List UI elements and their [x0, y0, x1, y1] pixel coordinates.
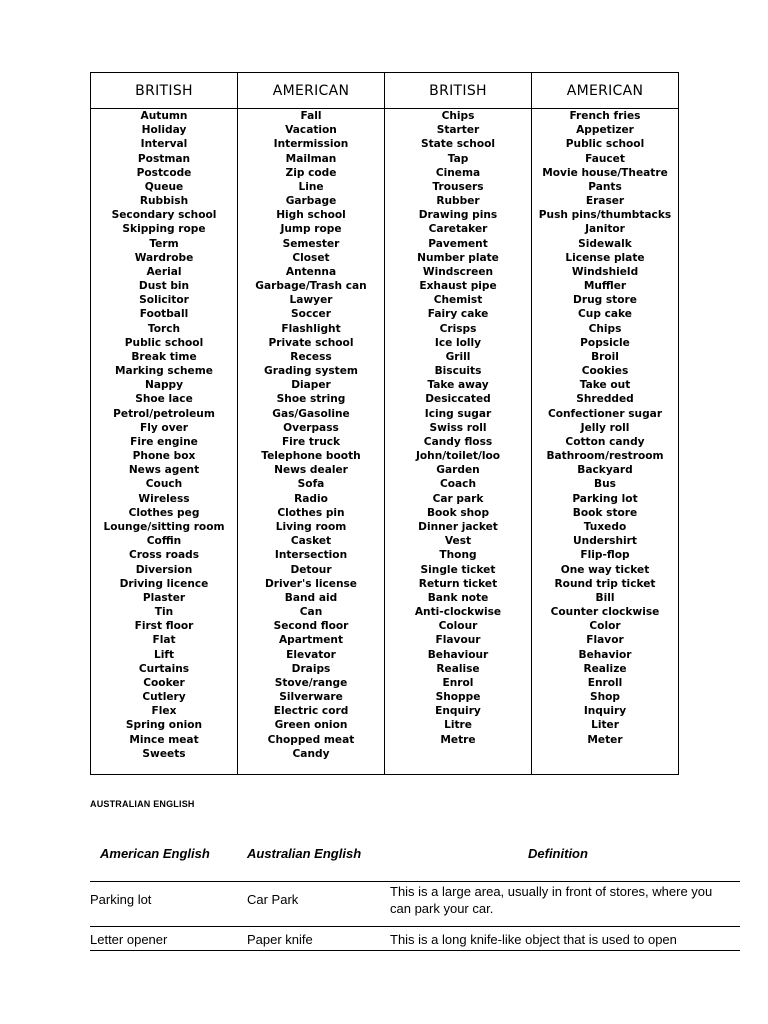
cell-british-1: Spring onion — [91, 718, 238, 732]
cell-american-2: One way ticket — [532, 563, 679, 577]
cell-british-1: Aerial — [91, 265, 238, 279]
cell-american-1: Intermission — [238, 137, 385, 151]
cell-american-2: Undershirt — [532, 534, 679, 548]
aus-row-1-australian: Car Park — [247, 892, 299, 907]
cell-american-2: Liter — [532, 718, 679, 732]
table-row — [91, 208, 679, 222]
cell-british-1: Cross roads — [91, 548, 238, 562]
table-row — [91, 251, 679, 265]
cell-american-2: Tuxedo — [532, 520, 679, 534]
cell-british-1: Rubbish — [91, 194, 238, 208]
cell-american-2 — [532, 747, 679, 775]
cell-american-2: Broil — [532, 350, 679, 364]
cell-american-2: Muffler — [532, 279, 679, 293]
cell-british-2: Grill — [385, 350, 532, 364]
cell-american-1: High school — [238, 208, 385, 222]
table-row — [91, 463, 679, 477]
cell-british-2: Garden — [385, 463, 532, 477]
cell-british-2 — [385, 747, 532, 775]
table-row — [91, 194, 679, 208]
cell-british-1: Flat — [91, 633, 238, 647]
table-header-row — [91, 73, 679, 109]
table-row — [91, 152, 679, 166]
cell-american-2: Pants — [532, 180, 679, 194]
cell-american-1: Telephone booth — [238, 449, 385, 463]
cell-british-1: Clothes peg — [91, 506, 238, 520]
table-row — [91, 747, 679, 775]
cell-american-1: Intersection — [238, 548, 385, 562]
cell-british-2: Book shop — [385, 506, 532, 520]
header-british-2: BRITISH — [385, 73, 532, 109]
cell-american-1: Second floor — [238, 619, 385, 633]
cell-american-2: French fries — [532, 109, 679, 124]
header-american-2: AMERICAN — [532, 73, 679, 109]
cell-british-1: Flex — [91, 704, 238, 718]
table-row — [91, 563, 679, 577]
cell-american-1: Detour — [238, 563, 385, 577]
cell-american-2: Round trip ticket — [532, 577, 679, 591]
cell-british-1: Fire engine — [91, 435, 238, 449]
cell-american-1: Garbage — [238, 194, 385, 208]
aus-row-1-definition: This is a large area, usually in front of stores, where you can park your car. — [390, 884, 713, 916]
cell-american-2: Confectioner sugar — [532, 407, 679, 421]
table-row — [91, 449, 679, 463]
cell-american-1: Lawyer — [238, 293, 385, 307]
cell-american-1: Electric cord — [238, 704, 385, 718]
cell-british-1: Lift — [91, 648, 238, 662]
cell-british-2: Fairy cake — [385, 307, 532, 321]
cell-british-2: Coach — [385, 477, 532, 491]
cell-british-2: Realise — [385, 662, 532, 676]
cell-american-2: Realize — [532, 662, 679, 676]
cell-american-2: Faucet — [532, 152, 679, 166]
cell-american-1: Closet — [238, 251, 385, 265]
cell-american-2: Windshield — [532, 265, 679, 279]
cell-british-2: Dinner jacket — [385, 520, 532, 534]
cell-british-1: Marking scheme — [91, 364, 238, 378]
cell-american-1: Sofa — [238, 477, 385, 491]
cell-american-1: Private school — [238, 336, 385, 350]
cell-british-2: Pavement — [385, 237, 532, 251]
cell-british-2: Chips — [385, 109, 532, 124]
cell-british-1: Interval — [91, 137, 238, 151]
aus-row-2-american: Letter opener — [90, 932, 168, 947]
cell-american-2: Appetizer — [532, 123, 679, 137]
cell-american-1: Diaper — [238, 378, 385, 392]
table-row — [91, 690, 679, 704]
cell-american-2: Behavior — [532, 648, 679, 662]
cell-american-1: Casket — [238, 534, 385, 548]
cell-american-1: Zip code — [238, 166, 385, 180]
table-row — [91, 591, 679, 605]
cell-british-2: Chemist — [385, 293, 532, 307]
cell-british-2: Enquiry — [385, 704, 532, 718]
cell-american-1: Flashlight — [238, 322, 385, 336]
cell-british-1: Dust bin — [91, 279, 238, 293]
cell-american-2: Take out — [532, 378, 679, 392]
table-row — [91, 364, 679, 378]
cell-american-2: Sidewalk — [532, 237, 679, 251]
cell-british-2: Caretaker — [385, 222, 532, 236]
table-row — [91, 109, 679, 124]
cell-american-2: Bill — [532, 591, 679, 605]
cell-american-1: Band aid — [238, 591, 385, 605]
cell-british-1: Queue — [91, 180, 238, 194]
cell-american-1: Chopped meat — [238, 733, 385, 747]
table-row — [91, 662, 679, 676]
cell-british-2: John/toilet/loo — [385, 449, 532, 463]
cell-british-2: Enrol — [385, 676, 532, 690]
cell-american-1: Overpass — [238, 421, 385, 435]
cell-american-1: Apartment — [238, 633, 385, 647]
cell-british-2: Vest — [385, 534, 532, 548]
cell-american-2: Eraser — [532, 194, 679, 208]
cell-british-2: Swiss roll — [385, 421, 532, 435]
cell-british-1: Football — [91, 307, 238, 321]
cell-british-2: Flavour — [385, 633, 532, 647]
cell-british-1: Postman — [91, 152, 238, 166]
table-row — [91, 704, 679, 718]
cell-british-1: News agent — [91, 463, 238, 477]
cell-british-2: Crisps — [385, 322, 532, 336]
cell-british-2: Thong — [385, 548, 532, 562]
table-row — [91, 407, 679, 421]
cell-british-1: Wireless — [91, 492, 238, 506]
cell-british-2: Rubber — [385, 194, 532, 208]
cell-british-1: Petrol/petroleum — [91, 407, 238, 421]
cell-american-1: Line — [238, 180, 385, 194]
cell-british-2: Colour — [385, 619, 532, 633]
cell-british-2: Litre — [385, 718, 532, 732]
table-row — [91, 392, 679, 406]
table-row — [91, 293, 679, 307]
table-row — [91, 435, 679, 449]
cell-british-1: Wardrobe — [91, 251, 238, 265]
cell-american-1: News dealer — [238, 463, 385, 477]
cell-american-2: License plate — [532, 251, 679, 265]
cell-american-2: Color — [532, 619, 679, 633]
table-row — [91, 336, 679, 350]
cell-american-1: Living room — [238, 520, 385, 534]
cell-american-2: Chips — [532, 322, 679, 336]
table-row — [91, 378, 679, 392]
table-row — [91, 733, 679, 747]
cell-american-1: Clothes pin — [238, 506, 385, 520]
cell-american-1: Shoe string — [238, 392, 385, 406]
cell-american-1: Vacation — [238, 123, 385, 137]
cell-american-1: Semester — [238, 237, 385, 251]
cell-american-1: Draips — [238, 662, 385, 676]
cell-british-2: Windscreen — [385, 265, 532, 279]
cell-british-1: Skipping rope — [91, 222, 238, 236]
cell-american-2: Movie house/Theatre — [532, 166, 679, 180]
cell-british-2: Starter — [385, 123, 532, 137]
cell-british-2: Tap — [385, 152, 532, 166]
aus-row-2-australian: Paper knife — [247, 932, 313, 947]
cell-american-1: Driver's license — [238, 577, 385, 591]
cell-british-1: Torch — [91, 322, 238, 336]
cell-british-1: Driving licence — [91, 577, 238, 591]
cell-american-1: Fall — [238, 109, 385, 124]
cell-british-1: Public school — [91, 336, 238, 350]
cell-american-1: Candy — [238, 747, 385, 775]
cell-american-2: Jelly roll — [532, 421, 679, 435]
cell-british-2: Ice lolly — [385, 336, 532, 350]
table-row — [91, 548, 679, 562]
table-row — [91, 619, 679, 633]
row-divider — [90, 926, 740, 927]
cell-american-2: Cotton candy — [532, 435, 679, 449]
cell-british-1: Fly over — [91, 421, 238, 435]
table-row — [91, 279, 679, 293]
cell-american-1: Can — [238, 605, 385, 619]
cell-british-1: Diversion — [91, 563, 238, 577]
table-row — [91, 506, 679, 520]
cell-british-2: Shoppe — [385, 690, 532, 704]
table-row — [91, 577, 679, 591]
british-american-table — [90, 72, 679, 775]
cell-american-2: Bus — [532, 477, 679, 491]
cell-british-1: First floor — [91, 619, 238, 633]
row-divider — [90, 881, 740, 882]
cell-british-2: Behaviour — [385, 648, 532, 662]
cell-american-2: Flip-flop — [532, 548, 679, 562]
cell-american-2: Counter clockwise — [532, 605, 679, 619]
table-row — [91, 322, 679, 336]
cell-british-1: Nappy — [91, 378, 238, 392]
cell-british-2: Car park — [385, 492, 532, 506]
cell-british-2: Return ticket — [385, 577, 532, 591]
cell-british-1: Couch — [91, 477, 238, 491]
cell-british-1: Break time — [91, 350, 238, 364]
cell-british-1: Phone box — [91, 449, 238, 463]
cell-british-2: Candy floss — [385, 435, 532, 449]
cell-british-1: Autumn — [91, 109, 238, 124]
table-row — [91, 166, 679, 180]
header-definition: Definition — [528, 846, 588, 861]
header-american-1: AMERICAN — [238, 73, 385, 109]
cell-british-2: Metre — [385, 733, 532, 747]
cell-british-1: Coffin — [91, 534, 238, 548]
cell-american-2: Janitor — [532, 222, 679, 236]
cell-american-2: Backyard — [532, 463, 679, 477]
cell-british-1: Holiday — [91, 123, 238, 137]
cell-british-2: Cinema — [385, 166, 532, 180]
table-row — [91, 633, 679, 647]
cell-british-1: Tin — [91, 605, 238, 619]
cell-british-1: Shoe lace — [91, 392, 238, 406]
cell-american-2: Shredded — [532, 392, 679, 406]
cell-british-1: Plaster — [91, 591, 238, 605]
cell-british-1: Secondary school — [91, 208, 238, 222]
cell-british-2: Desiccated — [385, 392, 532, 406]
cell-british-1: Cooker — [91, 676, 238, 690]
cell-american-2: Book store — [532, 506, 679, 520]
table-row — [91, 534, 679, 548]
table-row — [91, 350, 679, 364]
cell-american-2: Cup cake — [532, 307, 679, 321]
cell-american-1: Recess — [238, 350, 385, 364]
header-australian-english: Australian English — [247, 846, 362, 861]
cell-british-1: Lounge/sitting room — [91, 520, 238, 534]
cell-american-2: Drug store — [532, 293, 679, 307]
section-heading-australian: AUSTRALIAN ENGLISH — [90, 799, 195, 809]
cell-british-2: Trousers — [385, 180, 532, 194]
cell-british-1: Solicitor — [91, 293, 238, 307]
cell-british-2: Bank note — [385, 591, 532, 605]
cell-british-1: Curtains — [91, 662, 238, 676]
cell-british-1: Postcode — [91, 166, 238, 180]
cell-british-2: Single ticket — [385, 563, 532, 577]
table-row — [91, 492, 679, 506]
cell-american-2: Bathroom/restroom — [532, 449, 679, 463]
table-row — [91, 123, 679, 137]
table-row — [91, 307, 679, 321]
cell-american-2: Shop — [532, 690, 679, 704]
cell-american-1: Jump rope — [238, 222, 385, 236]
table-row — [91, 676, 679, 690]
cell-british-1: Cutlery — [91, 690, 238, 704]
table-row — [91, 137, 679, 151]
table-body — [91, 109, 679, 775]
cell-american-2: Enroll — [532, 676, 679, 690]
cell-american-2: Push pins/thumbtacks — [532, 208, 679, 222]
cell-american-2: Parking lot — [532, 492, 679, 506]
cell-british-1: Term — [91, 237, 238, 251]
cell-american-2: Cookies — [532, 364, 679, 378]
cell-american-1: Antenna — [238, 265, 385, 279]
cell-american-1: Garbage/Trash can — [238, 279, 385, 293]
header-american-english: American English — [100, 846, 210, 861]
cell-american-2: Inquiry — [532, 704, 679, 718]
cell-american-2: Public school — [532, 137, 679, 151]
cell-american-1: Silverware — [238, 690, 385, 704]
row-divider — [90, 950, 740, 951]
table-row — [91, 180, 679, 194]
cell-american-1: Radio — [238, 492, 385, 506]
table-row — [91, 648, 679, 662]
table-row — [91, 477, 679, 491]
cell-american-1: Green onion — [238, 718, 385, 732]
cell-british-2: Anti-clockwise — [385, 605, 532, 619]
cell-british-2: State school — [385, 137, 532, 151]
header-british-1: BRITISH — [91, 73, 238, 109]
cell-american-2: Popsicle — [532, 336, 679, 350]
table-row — [91, 265, 679, 279]
cell-british-1: Mince meat — [91, 733, 238, 747]
cell-american-1: Stove/range — [238, 676, 385, 690]
table-row — [91, 520, 679, 534]
aus-row-2-definition: This is a long knife-like object that is used to open — [390, 932, 677, 947]
cell-american-2: Flavor — [532, 633, 679, 647]
cell-american-1: Fire truck — [238, 435, 385, 449]
aus-row-1-american: Parking lot — [90, 892, 152, 907]
cell-american-1: Grading system — [238, 364, 385, 378]
cell-american-1: Elevator — [238, 648, 385, 662]
table-row — [91, 421, 679, 435]
cell-british-1: Sweets — [91, 747, 238, 775]
table-row — [91, 718, 679, 732]
table-row — [91, 237, 679, 251]
cell-british-2: Drawing pins — [385, 208, 532, 222]
cell-american-2: Meter — [532, 733, 679, 747]
cell-british-2: Take away — [385, 378, 532, 392]
cell-american-1: Soccer — [238, 307, 385, 321]
table-row — [91, 222, 679, 236]
cell-american-1: Mailman — [238, 152, 385, 166]
cell-british-2: Exhaust pipe — [385, 279, 532, 293]
cell-british-2: Biscuits — [385, 364, 532, 378]
cell-british-2: Icing sugar — [385, 407, 532, 421]
cell-american-1: Gas/Gasoline — [238, 407, 385, 421]
cell-british-2: Number plate — [385, 251, 532, 265]
table-row — [91, 605, 679, 619]
